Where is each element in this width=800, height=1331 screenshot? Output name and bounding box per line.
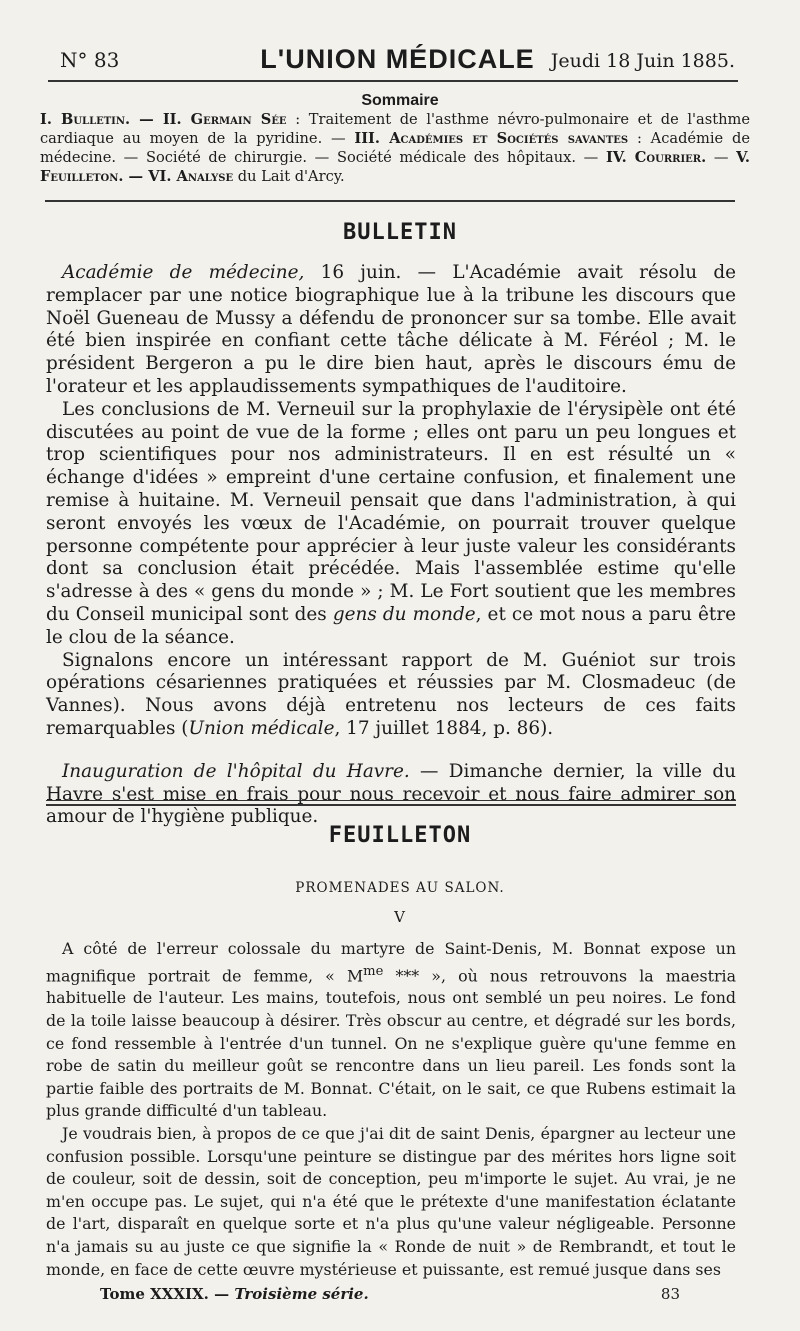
issue-number: N° 83: [60, 48, 120, 72]
footer-sep: —: [208, 1285, 235, 1303]
footer-tome: Tome XXXIX.: [100, 1285, 209, 1303]
bulletin-italic: gens du monde: [332, 603, 476, 625]
sommaire-title: Sommaire: [361, 92, 439, 109]
page-number: 83: [660, 1285, 680, 1303]
feuilleton-text: Je voudrais bien, à propos de ce que j'ai dit de saint Denis, épargner au lecteur une confusion possible. Lorsqu'une peinture se distingue par des mérites hors ligne soit de couleur, soit de dessin, soit de conception, peu m'importe le sujet. Au vrai, je ne m'en occupe pas. Le sujet, qui n'a été que le prétexte d'une manifestation éclatante de l'art, disparaît en quelque sorte et n'a plus qu'une valeur négligeable. Personne n'a jamais su au juste ce que signifie la « Ronde de nuit » de Rembrandt, et tout le monde, en face de cette œuvre mystérieuse et puissante, est remué jusque dans ses: [46, 1124, 736, 1279]
feuilleton-title: FEUILLETON: [328, 823, 472, 848]
bulletin-text: , 17 juillet 1884, p. 86).: [334, 717, 554, 739]
sommaire-item-iv: IV. Courrier.: [605, 149, 707, 166]
feuilleton-sup: me: [363, 963, 384, 979]
bulletin-text: , et ce mot nous a paru être le clou de la séance.: [46, 603, 736, 648]
section-divider: [46, 804, 736, 806]
sommaire-item-iii-label: III. Académies et Sociétés savantes: [354, 130, 629, 147]
bulletin-text: — Dimanche dernier, la ville du Havre s'est mise en frais pour nous recevoir et nous faire admirer son amour de l'hygiène publique.: [46, 760, 737, 828]
sommaire-item-ii-label: — II. Germain Sée: [130, 111, 287, 128]
bulletin-paragraph: [46, 650, 736, 741]
bulletin-paragraph: [46, 262, 736, 399]
bulletin-lead: Inauguration de l'hôpital du Havre.: [62, 760, 410, 782]
feuilleton-paragraph: [46, 938, 736, 1123]
journal-title: L'UNION MÉDICALE: [260, 44, 535, 74]
feuilleton-text: A côté de l'erreur colossale du martyre de Saint-Denis, M. Bonnat expose un magnifique portrait de femme, « M: [46, 939, 736, 985]
sommaire-item-vi-label: — VI. Analyse: [123, 168, 234, 185]
header-rule: [48, 80, 738, 82]
sommaire-text: [40, 110, 750, 186]
sommaire-item-v: V. Feuilleton.: [40, 149, 751, 185]
footer-serie: Troisième série.: [234, 1285, 369, 1303]
bulletin-paragraph: [46, 761, 736, 829]
bulletin-body: [46, 262, 736, 829]
issue-date: Jeudi 18 Juin 1885.: [550, 50, 735, 72]
sommaire-item-vi-text: du Lait d'Arcy.: [233, 168, 345, 185]
bulletin-text: Signalons encore un intéressant rapport de M. Guéniot sur trois opérations césariennes pratiquées et réussies par M. Closmadeuc (de Vannes). Nous avons déjà entretenu nos lecteurs de ces faits remarquables (: [46, 649, 736, 739]
sommaire-item-ii-text: : Traitement de l'asthme névro-pulmonaire et de l'asthme cardiaque au moyen de la pyridine. —: [40, 111, 750, 147]
bulletin-lead: Académie de médecine,: [62, 262, 305, 283]
sommaire-rule: [45, 200, 735, 202]
sommaire-item-iii-text: : Académie de médecine. — Société de chirurgie. — Société médicale des hôpitaux. —: [40, 130, 750, 166]
bulletin-text: Les conclusions de M. Verneuil sur la prophylaxie de l'érysipèle ont été discutées au point de vue de la forme ; elles ont paru un peu longues et trop scientifiques pour nos administrateurs. Il en est résulté un « échange d'idées » empreint d'une certaine confusion, et finalement une remise à huitaine. M. Verneuil pensait que dans l'administration, à qui seront envoyés les vœux de l'Académie, on pourrait trouver quelque personne compétente pour apprécier à leur juste valeur les considérants dont sa conclusion était précédée. Mais l'assemblée estime qu'elle s'adresse à des « gens du monde » ; M. Le Fort soutient que les membres du Conseil municipal sont des: [46, 398, 736, 625]
section-divider: [46, 800, 736, 801]
feuilleton-paragraph: [46, 1123, 736, 1281]
feuilleton-body: [46, 938, 736, 1281]
bulletin-italic: Union médicale: [188, 717, 335, 739]
bulletin-text: 16 juin. — L'Académie avait résolu de remplacer par une notice biographique lue à la tribune les discours que Noël Gueneau de Mussy a défendu de prononcer sur sa tombe. Elle avait été bien inspirée en confiant cette tâche délicate à M. Féréol ; M. le président Bergeron a pu le dire bien haut, après le discours ému de l'orateur et les applaudissements sympathiques de l'auditoire.: [46, 262, 736, 397]
page-header: [60, 44, 735, 74]
sommaire-item-i: I. Bulletin.: [40, 111, 131, 128]
feuilleton-text: *** », où nous retrouvons la maestria habituelle de l'auteur. Les mains, toutefois, nous ont semblé un peu noires. Le fond de la toile laisse beaucoup à désirer. Très obscur au centre, et dégradé sur les bords, ce fond ressemble à l'entrée d'un tunnel. On ne s'explique guère qu'une femme en robe de satin du meilleur goût se rencontre dans un lieu pareil. Les fonds sont la partie faible des portraits de M. Bonnat. C'était, on le sait, ce que Rubens estimait la plus grande difficulté d'un tableau.: [46, 965, 737, 1121]
sommaire-sep: —: [706, 149, 737, 166]
bulletin-title: BULLETIN: [343, 220, 457, 245]
bulletin-paragraph: [46, 399, 736, 650]
feuilleton-subtitle: PROMENADES AU SALON.: [295, 880, 505, 896]
page-footer: [100, 1285, 680, 1303]
feuilleton-chapter: V: [394, 908, 406, 926]
